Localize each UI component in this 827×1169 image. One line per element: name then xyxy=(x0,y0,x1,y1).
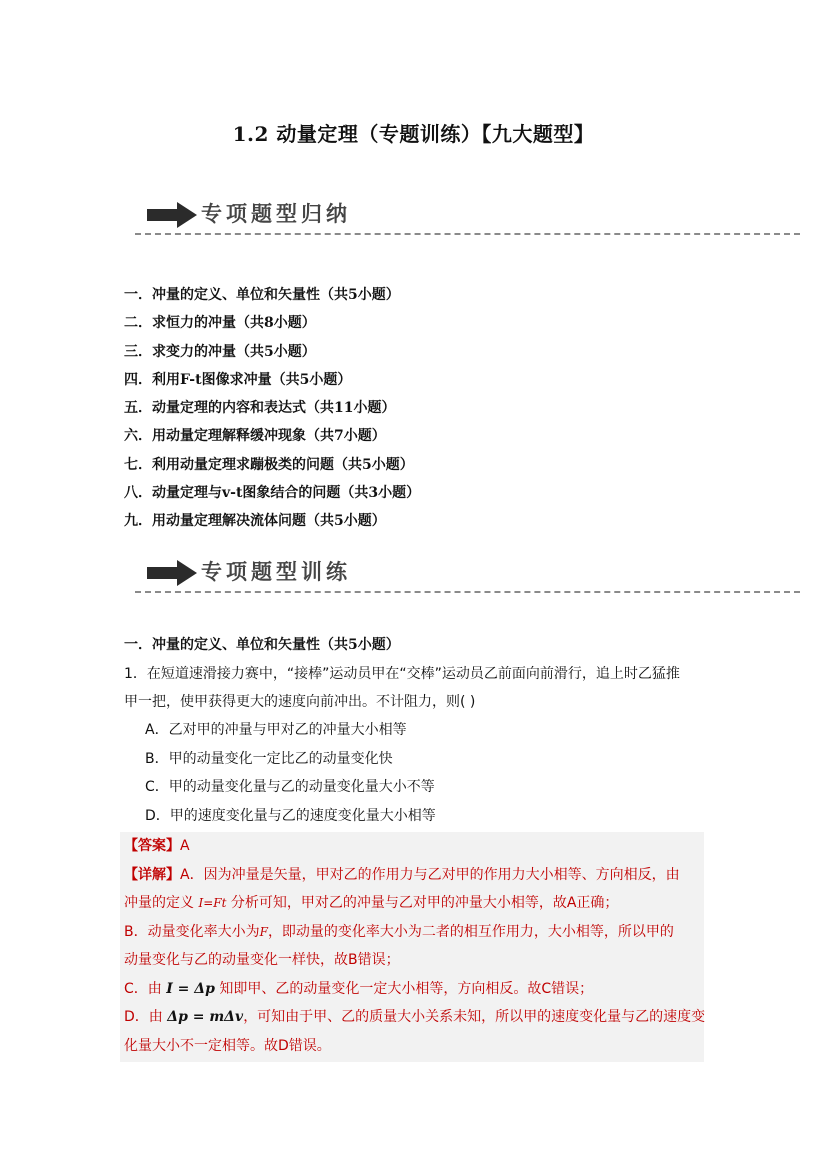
detail-text: 分析可知，甲对乙的冲量与乙对甲的冲量大小相等，故A正确； xyxy=(230,895,619,911)
detail-line: 动量变化与乙的动量变化一样快，故B错误； xyxy=(124,952,400,968)
answer-tag: 【答案】 xyxy=(124,838,180,854)
dashed-divider xyxy=(135,591,800,593)
toc-item: 三．求变力的冲量（共5小题） xyxy=(124,343,316,360)
section-header-summary xyxy=(135,200,800,240)
arrow-icon xyxy=(147,558,199,588)
toc-item: 八．动量定理与v-t图象结合的问题（共3小题） xyxy=(124,485,421,502)
formula: I = Δp xyxy=(166,980,215,997)
table-of-contents xyxy=(124,283,420,538)
detail-text: C．由 xyxy=(124,980,162,997)
question-line: 1．在短道速滑接力赛中，“接棒”运动员甲在“交棒”运动员乙前面向前滑行，追上时乙猛推 xyxy=(124,666,680,682)
option-list xyxy=(145,716,436,830)
section-header-training xyxy=(135,558,800,598)
section-header-label: 专项题型训练 xyxy=(201,559,351,584)
dashed-divider xyxy=(135,233,800,235)
detail-text: 知即甲、乙的动量变化一定大小相等，方向相反。故C错误； xyxy=(219,980,594,997)
detail-text: 冲量的定义 xyxy=(124,895,194,911)
detail-line xyxy=(120,861,704,890)
toc-item: 四．利用F-t图像求冲量（共5小题） xyxy=(124,371,352,388)
toc-item: 七．利用动量定理求蹦极类的问题（共5小题） xyxy=(124,456,414,473)
document-title: 1.2 动量定理（专题训练）【九大题型】 xyxy=(232,122,595,146)
question-section-heading: 一．冲量的定义、单位和矢量性（共5小题） xyxy=(124,637,400,653)
detail-line xyxy=(120,1003,704,1032)
option-d: D．甲的速度变化量与乙的速度变化量大小相等 xyxy=(145,807,436,824)
toc-item: 一．冲量的定义、单位和矢量性（共5小题） xyxy=(124,287,400,303)
option-c: C．甲的动量变化量与乙的动量变化量大小不等 xyxy=(145,779,435,795)
toc-item: 六．用动量定理解释缓冲现象（共7小题） xyxy=(124,428,386,445)
answer-value: A xyxy=(180,838,190,854)
formula: I=Ft xyxy=(198,896,227,910)
detail-line xyxy=(120,918,704,947)
detail-text: ，即动量的变化率大小为二者的相互作用力，大小相等，所以甲的 xyxy=(267,923,674,940)
toc-item: 五．动量定理的内容和表达式（共11小题） xyxy=(124,400,396,417)
question-line: 甲一把，使甲获得更大的速度向前冲出。不计阻力，则( ) xyxy=(124,694,476,710)
section-header-label: 专项题型归纳 xyxy=(201,201,351,226)
detail-text: A．因为冲量是矢量，甲对乙的作用力与乙对甲的作用力大小相等、方向相反，由 xyxy=(180,866,680,883)
toc-item: 九．用动量定理解决流体问题（共5小题） xyxy=(124,513,386,530)
question-stem xyxy=(124,660,704,716)
detail-line xyxy=(120,889,704,918)
detail-text: B．动量变化率大小为 xyxy=(124,923,260,940)
detail-tag: 【详解】 xyxy=(124,866,180,883)
detail-text: ，可知由于甲、乙的质量大小关系未知，所以甲的速度变化量与乙的速度变 xyxy=(243,1009,706,1025)
option-a: A．乙对甲的冲量与甲对乙的冲量大小相等 xyxy=(145,722,407,738)
detail-line xyxy=(120,975,704,1004)
detail-text: D．由 xyxy=(124,1009,163,1025)
arrow-icon xyxy=(147,200,199,230)
option-b: B．甲的动量变化一定比乙的动量变化快 xyxy=(145,750,393,767)
formula: Δp = mΔv xyxy=(167,1009,244,1025)
toc-item: 二．求恒力的冲量（共8小题） xyxy=(124,315,316,332)
formula: F xyxy=(259,924,268,939)
detail-line: 化量大小不一定相等。故D错误。 xyxy=(124,1037,331,1054)
answer-box xyxy=(120,832,704,1062)
answer-line xyxy=(120,832,704,861)
